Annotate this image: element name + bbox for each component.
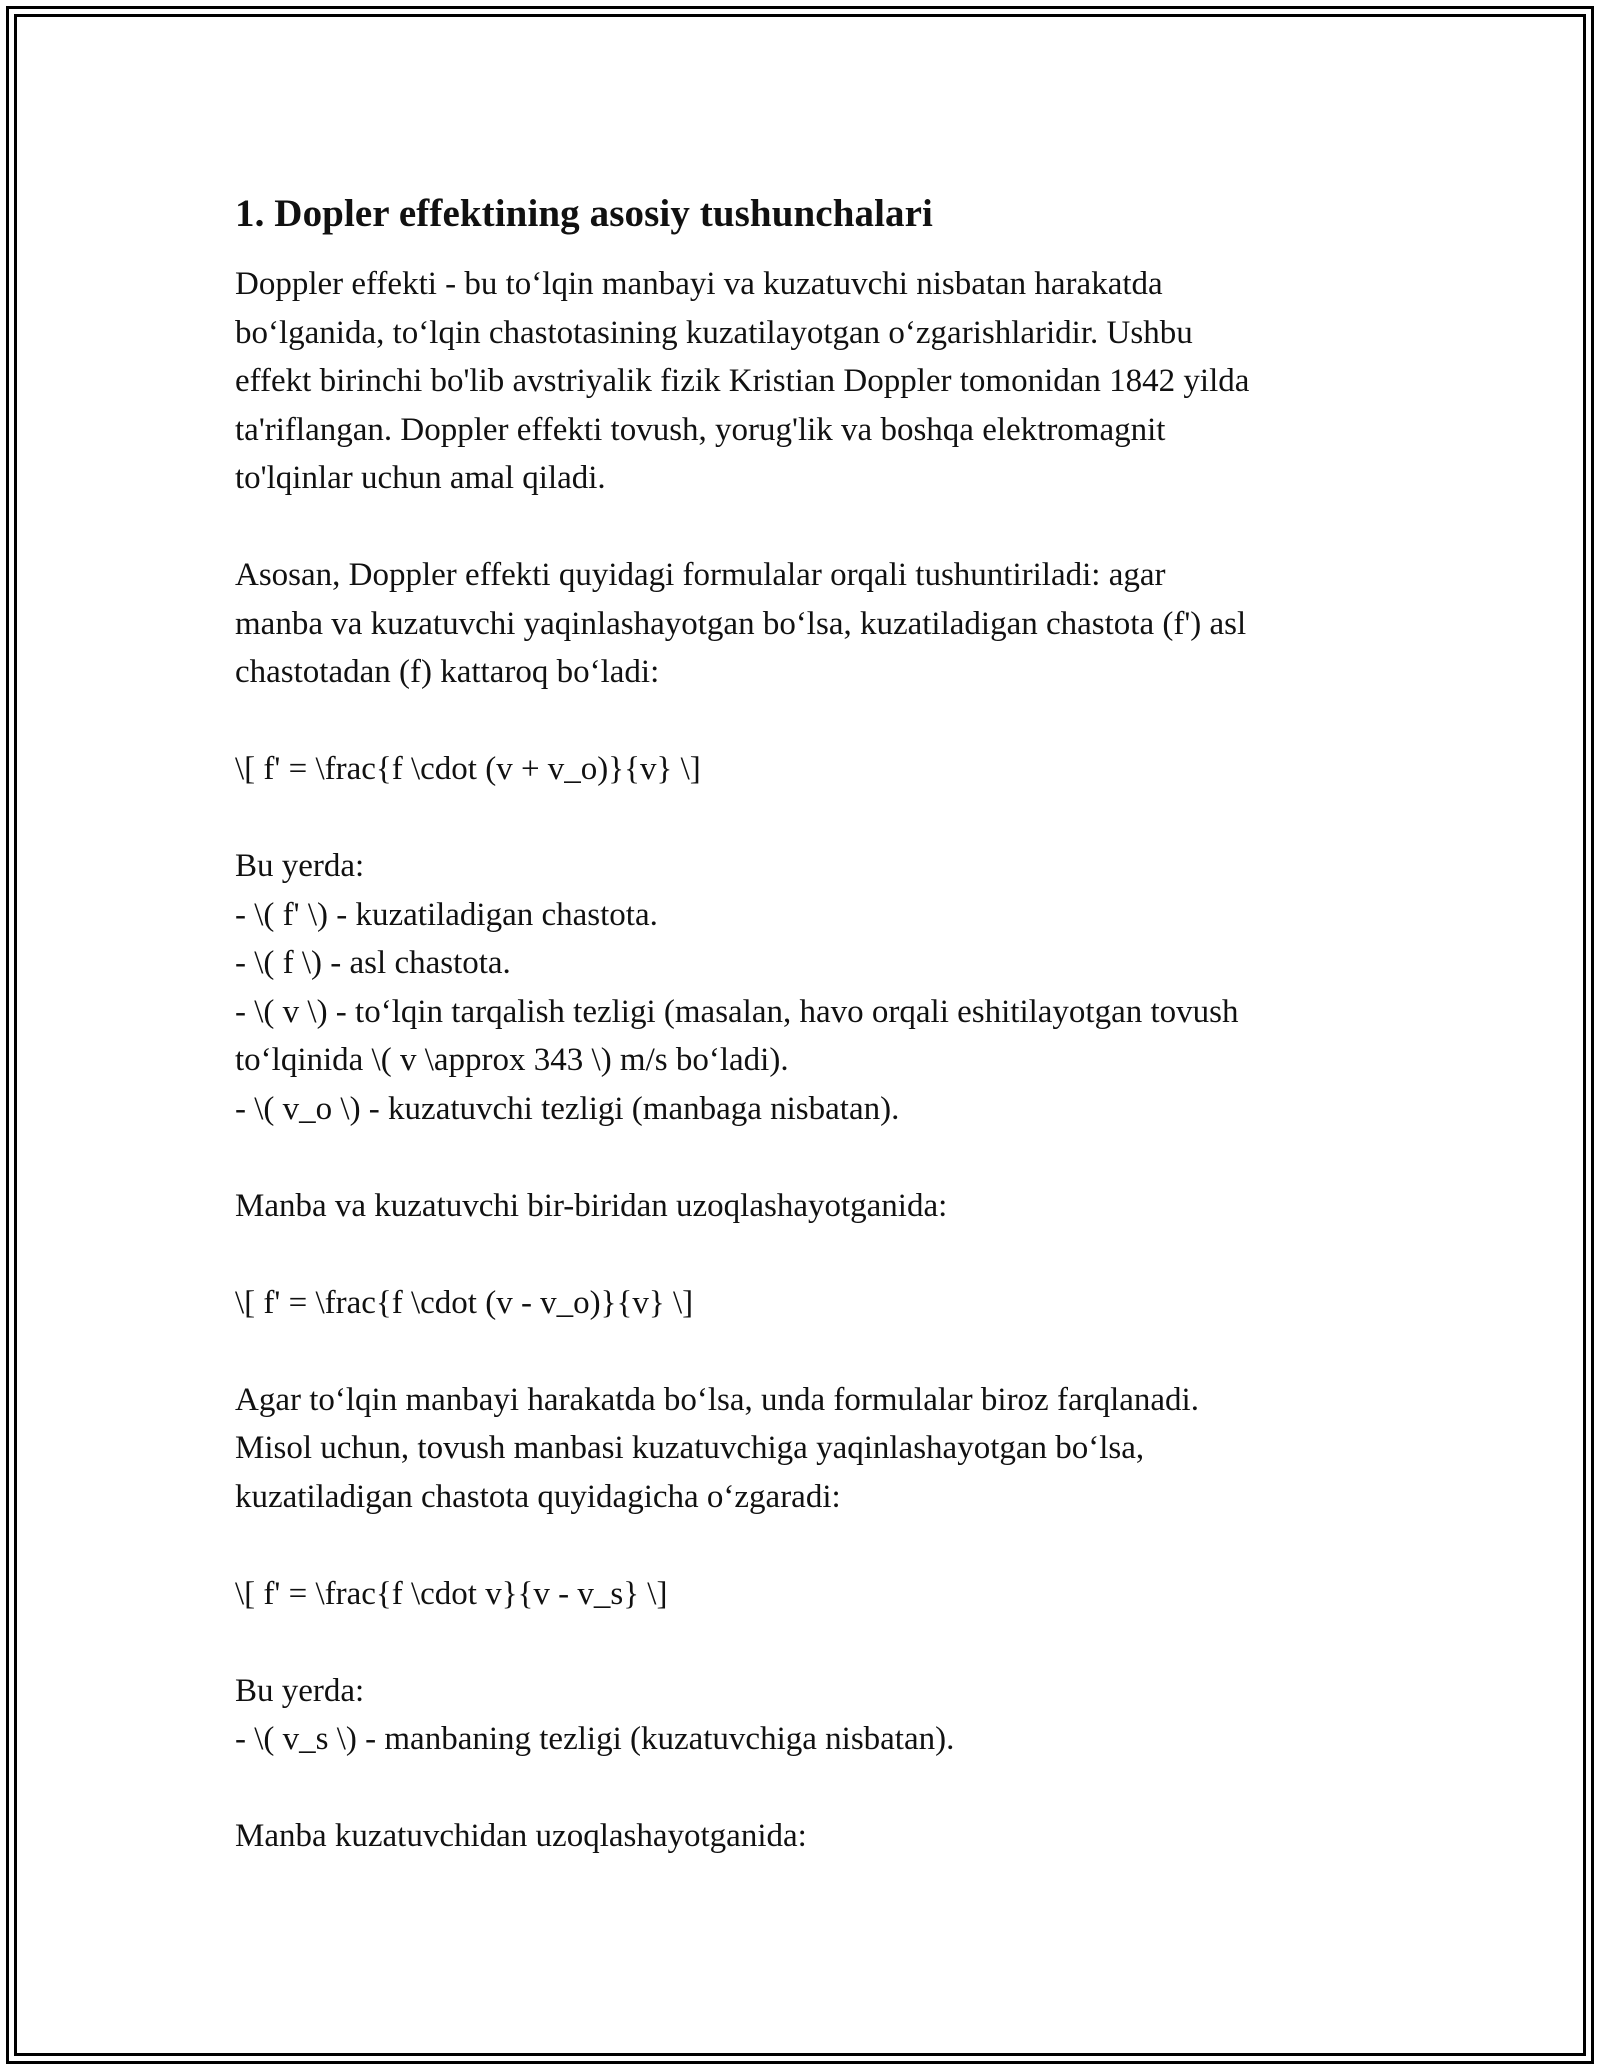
spacer: [235, 1230, 1375, 1279]
formula-approach: \[ f' = \frac{f \cdot (v + v_o)}{v} \]: [235, 751, 701, 787]
formula-recede: \[ f' = \frac{f \cdot (v - v_o)}{v} \]: [235, 1284, 694, 1321]
variables-list: Bu yerda: - \( f' \) - kuzatiladigan chastota. - \( f \) - asl chastota. - \( v \) - to‘lqin tarqalish tezligi (masalan, havo orqali eshitilayotgan tovush to‘lqinida \( v \approx 343 \) m/s bo‘ladi). - \( v_o \) - kuzatuvchi tezligi (manbaga nisbatan).: [235, 848, 1239, 1127]
spacer: [235, 1327, 1375, 1376]
source-recede-paragraph: Manba kuzatuvchidan uzoqlashayotganida:: [235, 1818, 807, 1854]
spacer: [235, 1133, 1375, 1182]
spacer: [235, 1618, 1375, 1667]
approach-paragraph: Asosan, Doppler effekti quyidagi formulalar orqali tushuntiriladi: agar manba va kuzatuvchi yaqinlashayotgan bo‘lsa, kuzatiladigan chastota (f') asl chastotadan (f) kattaroq bo‘ladi:: [235, 557, 1247, 690]
spacer: [235, 697, 1375, 746]
spacer: [235, 1521, 1375, 1570]
recede-paragraph: Manba va kuzatuvchi bir-biridan uzoqlashayotganida:: [235, 1187, 948, 1224]
moving-source-paragraph: Agar to‘lqin manbayi harakatda bo‘lsa, unda formulalar biroz farqlanadi. Misol uchun, tovush manbasi kuzatuvchiga yaqinlashayotgan bo‘lsa, kuzatiladigan chastota quyidagicha o‘zgaradi:: [235, 1381, 1199, 1515]
spacer: [235, 794, 1375, 843]
section-heading: 1. Dopler effektining asosiy tushunchalari: [235, 192, 933, 235]
formula-moving-source: \[ f' = \frac{f \cdot v}{v - v_s} \]: [235, 1575, 668, 1612]
spacer: [235, 1764, 1375, 1813]
intro-paragraph: Doppler effekti - bu to‘lqin manbayi va kuzatuvchi nisbatan harakatda bo‘lganida, to‘lqin chastotasining kuzatilayotgan o‘zgarishlaridir. Ushbu effekt birinchi bo'lib avstriyalik fizik Kristian Doppler tomonidan 1842 yilda ta'riflangan. Doppler effekti tovush, yorug'lik va boshqa elektromagnit to'lqinlar uchun amal qiladi.: [235, 266, 1250, 496]
spacer: [235, 503, 1375, 552]
source-velocity-list: Bu yerda: - \( v_s \) - manbaning tezligi (kuzatuvchiga nisbatan).: [235, 1672, 955, 1757]
document-body: [235, 184, 1375, 1861]
